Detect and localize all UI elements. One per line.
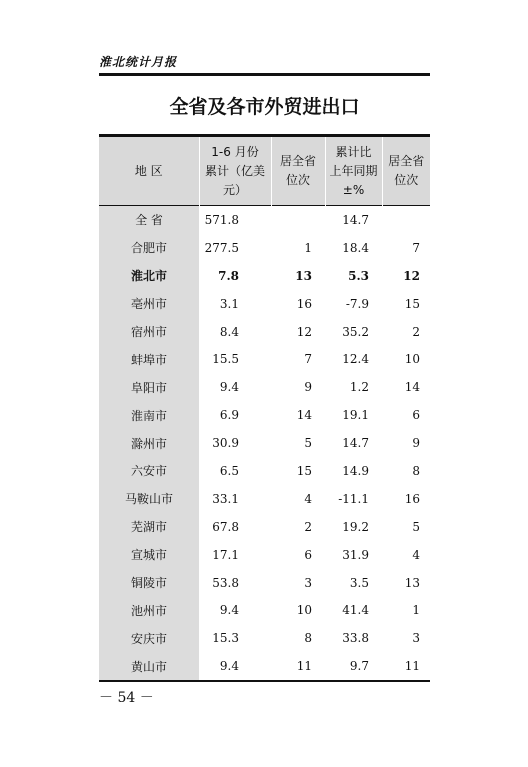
cell-cumulative: 33.1 [212,491,239,506]
table-row [99,541,430,569]
cell-region: 淮北市 [99,262,199,290]
table-row [99,234,430,262]
cell-yoy: 41.4 [342,603,369,618]
cell-yoy-rank: 16 [404,491,420,506]
cell-yoy-rank: 7 [412,240,420,255]
cell-cumulative: 571.8 [204,212,239,227]
table-row [99,345,430,373]
cell-region: 池州市 [99,596,199,624]
cell-rank: 9 [304,380,312,395]
cell-yoy-rank: 4 [412,547,420,562]
cell-region: 六安市 [99,457,199,485]
cell-yoy-rank: 11 [404,659,420,674]
cell-region: 芜湖市 [99,513,199,541]
cell-cumulative: 277.5 [204,240,239,255]
cell-yoy-rank: 8 [412,463,420,478]
column-header-rank: 居全省 位次 [271,136,325,206]
cell-yoy: -11.1 [338,491,369,506]
cell-yoy-rank: 5 [412,519,420,534]
table-row [99,318,430,346]
cell-cumulative: 67.8 [212,519,239,534]
cell-yoy-rank: 9 [412,436,420,451]
cell-region: 宣城市 [99,541,199,569]
cell-cumulative: 17.1 [212,547,239,562]
cell-rank: 12 [296,324,312,339]
table-row [99,624,430,652]
cell-region: 亳州市 [99,290,199,318]
cell-cumulative: 8.4 [219,324,239,339]
cell-yoy-rank: 13 [404,575,420,590]
column-header-cumulative: 1-6 月份 累计（亿美元） [199,136,271,206]
cell-region: 铜陵市 [99,569,199,597]
column-header-yoy-rank: 居全省 位次 [382,136,430,206]
cell-yoy: 3.5 [349,575,369,590]
cell-rank: 8 [304,631,312,646]
cell-yoy: 14.9 [342,463,369,478]
page-number: － 54 － [99,690,154,706]
cell-yoy-rank: 6 [412,408,420,423]
cell-rank: 3 [304,575,312,590]
cell-yoy: 19.1 [342,408,369,423]
cell-yoy-rank: 1 [412,603,420,618]
cell-region: 淮南市 [99,401,199,429]
cell-yoy-rank: 15 [404,296,420,311]
cell-rank: 7 [304,352,312,367]
cell-yoy: 14.7 [342,212,369,227]
cell-cumulative: 6.5 [219,463,239,478]
cell-rank: 10 [296,603,312,618]
cell-cumulative: 9.4 [219,603,239,618]
trade-table [99,134,430,682]
table-row [99,457,430,485]
cell-yoy: 9.7 [349,659,369,674]
cell-yoy-rank: 3 [412,631,420,646]
table-header-row [99,136,430,206]
cell-cumulative: 15.3 [212,631,239,646]
cell-rank: 14 [296,408,312,423]
cell-region: 蚌埠市 [99,345,199,373]
cell-rank: 11 [296,659,312,674]
table-row [99,569,430,597]
cell-yoy: 5.3 [348,268,369,283]
cell-yoy: 35.2 [342,324,369,339]
cell-cumulative: 9.4 [219,380,239,395]
cell-cumulative: 53.8 [212,575,239,590]
table-row [99,373,430,401]
cell-yoy: 19.2 [342,519,369,534]
column-header-yoy: 累计比 上年同期 ±% [325,136,382,206]
cell-yoy: 33.8 [342,631,369,646]
column-header-region: 地 区 [99,136,199,206]
cell-rank: 15 [296,463,312,478]
cell-region: 全 省 [99,206,199,234]
table-row [99,513,430,541]
header-rule [99,73,430,76]
cell-region: 黄山市 [99,652,199,681]
table-row [99,652,430,681]
running-header-title: 淮北统计月报 [99,55,178,69]
cell-cumulative: 30.9 [212,436,239,451]
cell-cumulative: 3.1 [219,296,239,311]
cell-yoy: 1.2 [349,380,369,395]
table-row [99,262,430,290]
cell-region: 宿州市 [99,318,199,346]
trade-table-container [99,134,430,682]
cell-rank [271,206,325,234]
cell-region: 马鞍山市 [99,485,199,513]
cell-cumulative: 6.9 [219,408,239,423]
table-body [99,206,430,682]
cell-rank: 5 [304,436,312,451]
cell-cumulative: 9.4 [219,659,239,674]
table-row [99,429,430,457]
cell-yoy-rank: 12 [403,268,420,283]
cell-rank: 4 [304,491,312,506]
cell-region: 合肥市 [99,234,199,262]
cell-cumulative: 15.5 [212,352,239,367]
cell-region: 阜阳市 [99,373,199,401]
page-title: 全省及各市外贸进出口 [169,96,360,118]
cell-rank: 16 [296,296,312,311]
table-row [99,401,430,429]
cell-yoy-rank: 14 [404,380,420,395]
cell-yoy-rank: 2 [412,324,420,339]
cell-region: 安庆市 [99,624,199,652]
cell-rank: 1 [304,240,312,255]
cell-yoy: 14.7 [342,436,369,451]
table-row [99,485,430,513]
cell-yoy: 31.9 [342,547,369,562]
table-row [99,206,430,234]
cell-yoy: -7.9 [345,296,369,311]
table-row [99,596,430,624]
cell-yoy: 18.4 [342,240,369,255]
cell-region: 滁州市 [99,429,199,457]
cell-cumulative: 7.8 [218,268,239,283]
cell-yoy-rank: 10 [404,352,420,367]
cell-rank: 6 [304,547,312,562]
cell-yoy-rank [382,206,430,234]
table-row [99,290,430,318]
cell-rank: 13 [295,268,312,283]
cell-yoy: 12.4 [342,352,369,367]
cell-rank: 2 [304,519,312,534]
